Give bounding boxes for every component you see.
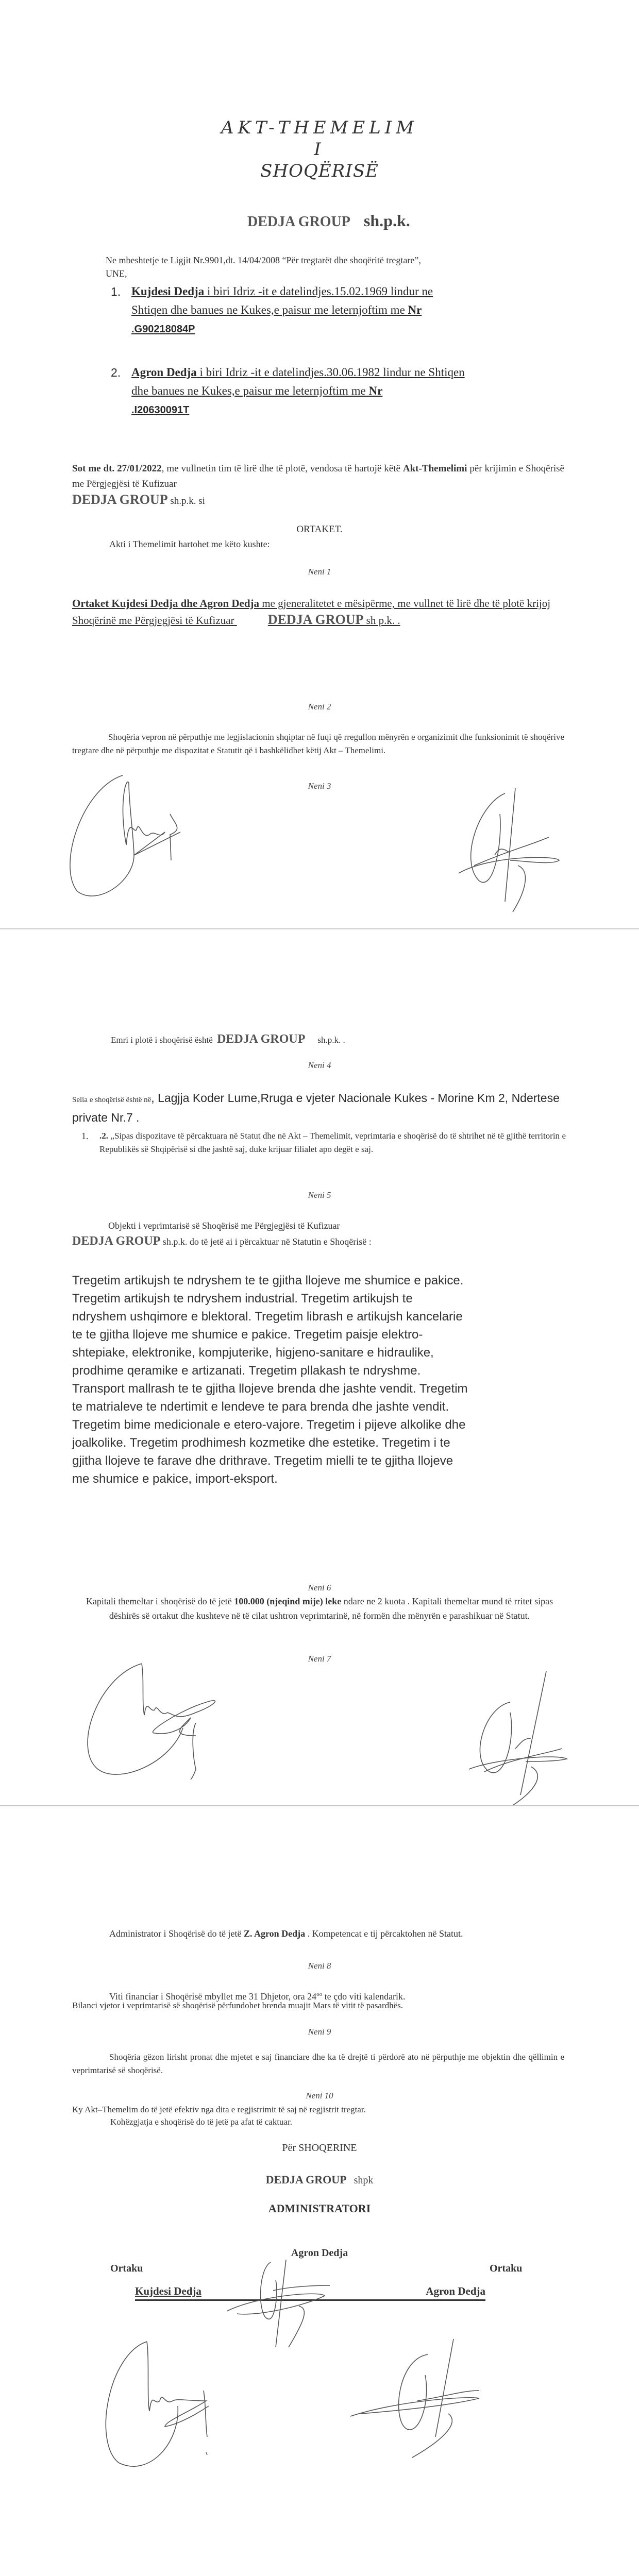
founder-1-nr: Nr [408, 303, 422, 316]
neni-8-text-2: Bilanci vjetor i veprimtarisë së shoqërisë përfundohet brenda muajit Mars të vitit të pasardhës. [72, 2001, 403, 2010]
neni-5-body: Objekti i veprimtarisë së Shoqërisë me Përgjegjësi të Kufizuar [108, 1221, 340, 1231]
founder-2-id: .I20630091T [131, 404, 190, 416]
founder-1-name: Kujdesi Dedja [131, 285, 205, 298]
signature-kujdesi-dedja [52, 773, 237, 907]
founder-1-number: 1. [111, 285, 121, 298]
partner-right-label: Ortaku [490, 2263, 523, 2274]
neni-7-text [72, 1926, 564, 1941]
partner-left-label: Ortaku [110, 2263, 143, 2274]
neni-8-body: Viti financiar i Shoqërisë mbyllet me 31 Dhjetor, ora 24 [109, 1991, 317, 2002]
neni-7-administrator: Z. Agron Dedja [243, 1928, 306, 1939]
founder-1-id: .G90218084P [131, 324, 195, 335]
administrator-name: Agron Dedja [291, 2247, 348, 2259]
neni-6-body-2: ndare ne 2 kuota . Kapitali themeltar mund të rritet sipas dëshirës së ortakut dhe kushteve në të cilat ushtron veprimtarinë, në formën dhe mënyrën e parashikuar në Statut. [109, 1596, 553, 1621]
neni-3-label: Neni 3 [308, 781, 331, 791]
neni-7-body-2: . Kompetencat e tij përcaktohen në Statut. [305, 1928, 463, 1939]
page-1 [0, 0, 639, 928]
signature-agron-dedja-3 [335, 2339, 500, 2494]
intro-text-2: për krijimin e Shoqërisë me Përgjegjësi të Kufizuar [72, 463, 564, 489]
neni-3-body: Emri i plotë i shoqërisë është [111, 1035, 215, 1045]
signature-agron-dedja-2 [443, 1671, 577, 1805]
neni-2-text: Shoqëria vepron në përputhje me legjislacionin shqiptar në fuqi që rregullon mënyrën e organizimit dhe funksionimit të shoqërive tregtare dhe në përputhje me dispozitat e Statutit që i bashkëlidhet këtij Akt – Themelimi. [72, 732, 564, 755]
neni-8-label: Neni 8 [308, 1961, 331, 1971]
intro-text: , me vullnetin tim të lirë dhe të plotë, vendosa të hartojë këtë [161, 463, 403, 474]
intro-date: Sot me dt. 27/01/2022 [72, 463, 162, 474]
neni-3-suffix: sh.p.k. . [317, 1035, 345, 1045]
neni-6-capital: 100.000 (njeqind mije) leke [234, 1596, 342, 1606]
neni-8-sup: oo [316, 1991, 323, 1997]
neni-6-label: Neni 6 [308, 1583, 331, 1592]
company-suffix: sh.p.k. [363, 211, 410, 230]
intro-paragraph [72, 461, 564, 509]
une-label: UNE, [106, 268, 127, 279]
title-line-2: I [314, 139, 325, 160]
neni-4-list-sub: .2. [99, 1131, 108, 1141]
company-heading [247, 211, 410, 230]
partner-right-name: Agron Dedja [426, 2285, 485, 2297]
neni-4-list-text: „Sipas dispozitave të përcaktuara në Statut dhe në Akt – Themelimit, veprimtaria e shoqërisë do të shtrihet në të gjithë territorin e Republikës së Shqipërisë si dhe jashtë saj, duke krijuar filialet apo degët e saj. [99, 1131, 566, 1154]
for-company-label: Për SHOQERINE [282, 2142, 357, 2154]
neni-1-bold: Ortaket Kujdesi Dedja dhe Agron Dedja [72, 597, 260, 609]
founder-2-name: Agron Dedja [131, 366, 197, 379]
neni-1-end: sh p.k. . [363, 614, 400, 626]
intro-act: Akt-Themelimi [402, 463, 467, 474]
signature-company-name: DEDJA GROUP [265, 2173, 347, 2186]
founder-2 [111, 363, 472, 419]
neni-10-label: Neni 10 [306, 2091, 333, 2100]
neni-7-label: Neni 7 [308, 1654, 331, 1664]
signature-kujdesi-dedja-2 [67, 1661, 294, 1785]
founder-1-details: i biri Idriz -it e datelindjes.15.02.1969 lindur ne Shtiqen dhe banues ne Kukes,e paisur me leternjoftim me [131, 285, 433, 316]
page-2 [0, 929, 639, 1805]
signature-administrator [227, 2260, 371, 2347]
neni-5-activities: Tregetim artikujsh te ndryshem te te gjitha llojeve me shumice e pakice. Tregetim artikujsh te ndryshem industrial. Tregetim artikujsh te ndryshem ushqimore e blektoral. Tregetim librash e artikujsh kancelarie te te gjitha llojeve me shumice e pakice. Tregetim paisje elektro-shtepiake, elektronike, kompjuterike, higjeno-sanitare e hidraulike, prodhime qeramike e artizanati. Tregetim pllakash te ndryshme. Transport mallrash te te gjitha llojeve brenda dhe jashte vendit. Tregetim te matrialeve te ndertimit e lendeve te para brenda dhe jashte vendit. Tregetim bime medicionale e etero-vajore. Tregetim i pijeve alkolike dhe joalkolike. Tregetim prodhimesh kozmetike dhe estetike. Tregetim i te gjitha llojeve te farave dhe drithrave. Tregetim mielli te te gjitha llojeve me shumice e pakice, import-eksport. [72, 1274, 468, 1486]
neni-4-label: Neni 4 [308, 1060, 331, 1070]
neni-3-text [111, 1032, 345, 1047]
legal-basis: Ne mbeshtetje te Ligjit Nr.9901,dt. 14/04/2008 “Për tregtarët dhe shoqëritë tregtare”, [106, 255, 421, 265]
intro-company: DEDJA GROUP [72, 492, 168, 507]
neni-1-body: me gjeneralitetet e mësipërme, me vullnet të lirë dhe të plotë krijoj Shoqërinë me Përgjegjësi të Kufizuar [72, 597, 551, 626]
neni-5-text [72, 1218, 564, 1249]
neni-3-company: DEDJA GROUP [217, 1032, 306, 1046]
neni-8-body-b: te çdo viti kalendarik. [322, 1991, 406, 2002]
founder-2-nr: Nr [368, 384, 383, 397]
ortaket-heading: ORTAKET. [296, 524, 343, 535]
neni-9-label: Neni 9 [308, 2027, 331, 2037]
founder-2-details: i biri Idriz -it e datelindjes.30.06.1982 lindur ne Shtiqen dhe banues ne Kukes,e paisur me leternjoftim me [131, 366, 465, 397]
neni-4-seat [72, 1089, 567, 1128]
intro-end: sh.p.k. si [167, 496, 205, 506]
neni-1-company: DEDJA GROUP [267, 612, 364, 627]
signature-company-suffix: shpk [354, 2175, 374, 2186]
neni-6-body: Kapitali themeltar i shoqërisë do të jetë [86, 1596, 234, 1606]
administrator-title: ADMINISTRATORI [268, 2202, 371, 2215]
seat-address: , Lagjja Koder Lume,Rruga e vjeter Nacionale Kukes - Morine Km 2, Ndertese private Nr.7 . [72, 1091, 560, 1124]
company-name: DEDJA GROUP [247, 214, 350, 230]
neni-4-list-item [99, 1129, 566, 1156]
partner-left-name: Kujdesi Dedja [135, 2285, 201, 2297]
signature-kujdesi-dedja-3 [88, 2339, 253, 2494]
page-3 [0, 1806, 639, 2576]
neni-4-list-number: 1. [81, 1131, 89, 1141]
neni-1-label: Neni 1 [308, 567, 331, 577]
conditions-intro: Akti i Themelimit hartohet me këto kushte: [109, 539, 270, 549]
neni-1-text [72, 595, 567, 629]
founder-2-number: 2. [111, 366, 121, 379]
neni-9-text: Shoqëria gëzon lirisht pronat dhe mjetet e saj financiare dhe ka të drejtë ti përdorë ato në përputhje me objektin dhe qëllimin e veprimtarisë së shoqërisë. [72, 2052, 564, 2075]
neni-7-body: Administrator i Shoqërisë do të jetë [109, 1928, 244, 1939]
neni-5-label: Neni 5 [308, 1190, 331, 1200]
seat-label: Selia e shoqërisë është në [72, 1096, 152, 1104]
founder-1 [111, 282, 472, 338]
neni-6-text [72, 1594, 567, 1623]
neni-2-label: Neni 2 [308, 702, 331, 711]
neni-5-body-2: sh.p.k. do të jetë ai i përcaktuar në Statutin e Shoqërisë : [160, 1236, 372, 1247]
neni-10-text-2: Kohëzgjatja e shoqërisë do të jetë pa afat të caktuar. [110, 2117, 293, 2127]
neni-10-text-1: Ky Akt–Themelim do të jetë efektiv nga dita e regjistrimit të saj në regjistrit tregtar. [72, 2105, 366, 2114]
neni-5-company: DEDJA GROUP [72, 1234, 161, 1248]
title-line-1: AKT-THEMELIM [221, 117, 418, 138]
signature-agron-dedja [428, 783, 582, 917]
signature-company [0, 2173, 639, 2187]
title-line-3: SHOQËRISË [260, 161, 379, 181]
